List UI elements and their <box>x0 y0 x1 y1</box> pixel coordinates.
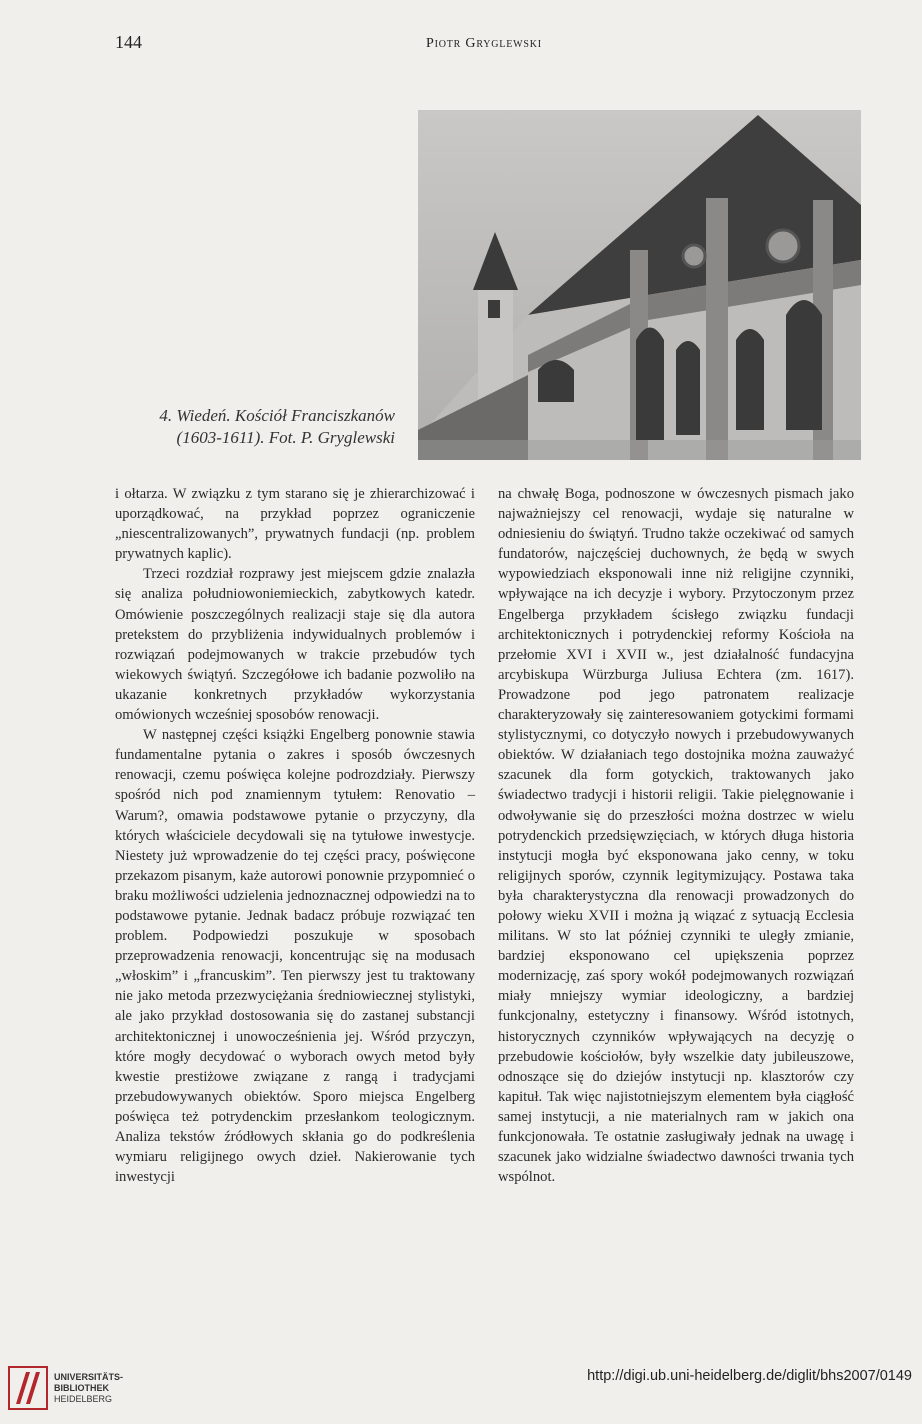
running-head: Piotr Gryglewski <box>426 36 542 51</box>
left-column <box>115 484 475 1187</box>
library-name-line-2: BIBLIOTHEK <box>54 1383 109 1393</box>
right-column <box>498 484 854 1187</box>
church-photo <box>418 110 861 460</box>
library-name-line-3: HEIDELBERG <box>54 1394 113 1404</box>
paragraph: W następnej części książki Engelberg ponownie stawia fundamentalne pytania o zakres i sposób ówczesnych renowacji, czemu poświęca kolejne podrozdziały. Pierwszy spośród nich pod znamiennym tytułem: Renovatio – Warum?, omawia podstawowe pytanie o przyczyny, dla których właściciele decydowali się na tytułowe inwestycje. Niestety już wprowadzenie do tej części pracy, poświęcone przekazom pisanym, każe autorowi ponownie przypomnieć o braku możliwości udzielenia jednoznacznej odpowiedzi na to podstawowe pytanie. Jednak badacz próbuje rozwiązać ten problem. Podpowiedzi poszukuje w sposobach przeprowadzenia renowacji, koncentrując się na modusach „włoskim” i „francuskim”. Ten pierwszy jest tu traktowany nie jako metoda przezwyciężania średniowiecznej stylistyki, ale jako przykład dostosowania się do zastanej substancji architektonicznej i unowocześnienia jej. Wśród przyczyn, które mogły decydować o wyborach owych metod były kwestie prestiżowe związane z rangą i tradycjami przebudowywanych obiektów. Sporo miejsca Engelberg poświęca też potrydenckim przesłankom teologicznym. Analiza tekstów źródłowych skłania go do podkreślenia wymiaru religijnego owych dzieł. Nakierowanie tych inwestycji <box>115 727 475 1186</box>
church-photo-drawing <box>418 110 861 460</box>
paragraph: i ołtarza. W związku z tym starano się je zhierarchizować i uporządkować, na przykład poprzez ograniczenie „niescentralizowanych”, prywatnych fundacji (np. problem prywatnych kaplic). <box>115 486 475 563</box>
figure-caption <box>105 405 395 449</box>
library-logo <box>8 1364 168 1412</box>
paragraph: Trzeci rozdział rozprawy jest miejscem gdzie znalazła się analiza południowoniemieckich, zabytkowych katedr. Omówienie poszczególnych realizacji staje się dla autora pretekstem do przybliżenia indywidualnych problemów i rozwiązań podejmowanych w trakcie przebudów tych wiekowych świątyń. Szczegółowe ich badanie pozwoliło na ukazanie konkretnych przykładów wykorzystania omówionych wcześniej sposobów renowacji. <box>115 566 475 724</box>
library-emblem-icon <box>8 1366 48 1410</box>
caption-line-1: 4. Wiedeń. Kościół Franciszkanów <box>159 406 395 425</box>
source-url[interactable]: http://digi.ub.uni-heidelberg.de/diglit/bhs2007/0149 <box>587 1368 912 1384</box>
page-number: 144 <box>115 32 142 52</box>
caption-line-2: (1603-1611). Fot. P. Gryglewski <box>176 428 395 447</box>
library-name-line-1: UNIVERSITÄTS- <box>54 1372 124 1382</box>
paragraph: na chwałę Boga, podnoszone w ówczesnych pismach jako najważniejszy cel renowacji, wydaje się naturalne w odniesieniu do świątyń. Trudno także oczekiwać od samych fundatorów, najczęściej duchownych, że będą w swych wypowiedziach eksponowali inne niż religijne czynniki, wpływające na ich decyzje i wybory. Przytoczonym przez Engelberga przykładem ścisłego związku fundacji architektonicznych i potrydenckiej reformy Kościoła na przełomie XVI i XVII w., jest działalność fundacyjna arcybiskupa Würzburga Juliusa Echtera (zm. 1617). Prowadzone pod jego patronatem realizacje charakteryzowały się zainteresowaniem gotyckimi formami stylistycznymi, co dotyczyło nowych i przebudowywanych obiektów. W działaniach tego dostojnika można zauważyć szacunek dla form gotyckich, traktowanych jako świadectwo tradycji i historii religii. Takie pielęgnowanie i odwoływanie się do przeszłości można dostrzec w wielu potrydenckich przedsięwzięciach, w których długa historia instytucji mogła być eksponowana jako cenny, w toku religijnych sporów, czynnik legitymizujący. Postawa taka była charakterystyczna dla renowacji prowadzonych do połowy wieku XVII i można ją wiązać z sytuacją Ecclesia militans. W sto lat później czynniki te uległy zmianie, bardziej eksponowano cel upiększenia poprzez modernizację, zaś spory wokół podejmowanych rozwiązań miały mniejszy wymiar ideologiczny, a bardziej funkcjonalny, estetyczny i finansowy. Wśród istotnych, historycznych czynników wpływających na decyzję o przebudowie kościołów, były wszelkie daty jubileuszowe, odnoszące się do dziejów instytucji np. klasztorów czy kapituł. Tak więc najistotniejszym elementem była ciągłość samej instytucji, a nie materialnych ram w jakich ona funkcjonowała. Te ostatnie zasługiwały jednak na uwagę i szacunek jako widzialne świadectwo dawności trwania tych wspólnot. <box>498 486 854 1186</box>
